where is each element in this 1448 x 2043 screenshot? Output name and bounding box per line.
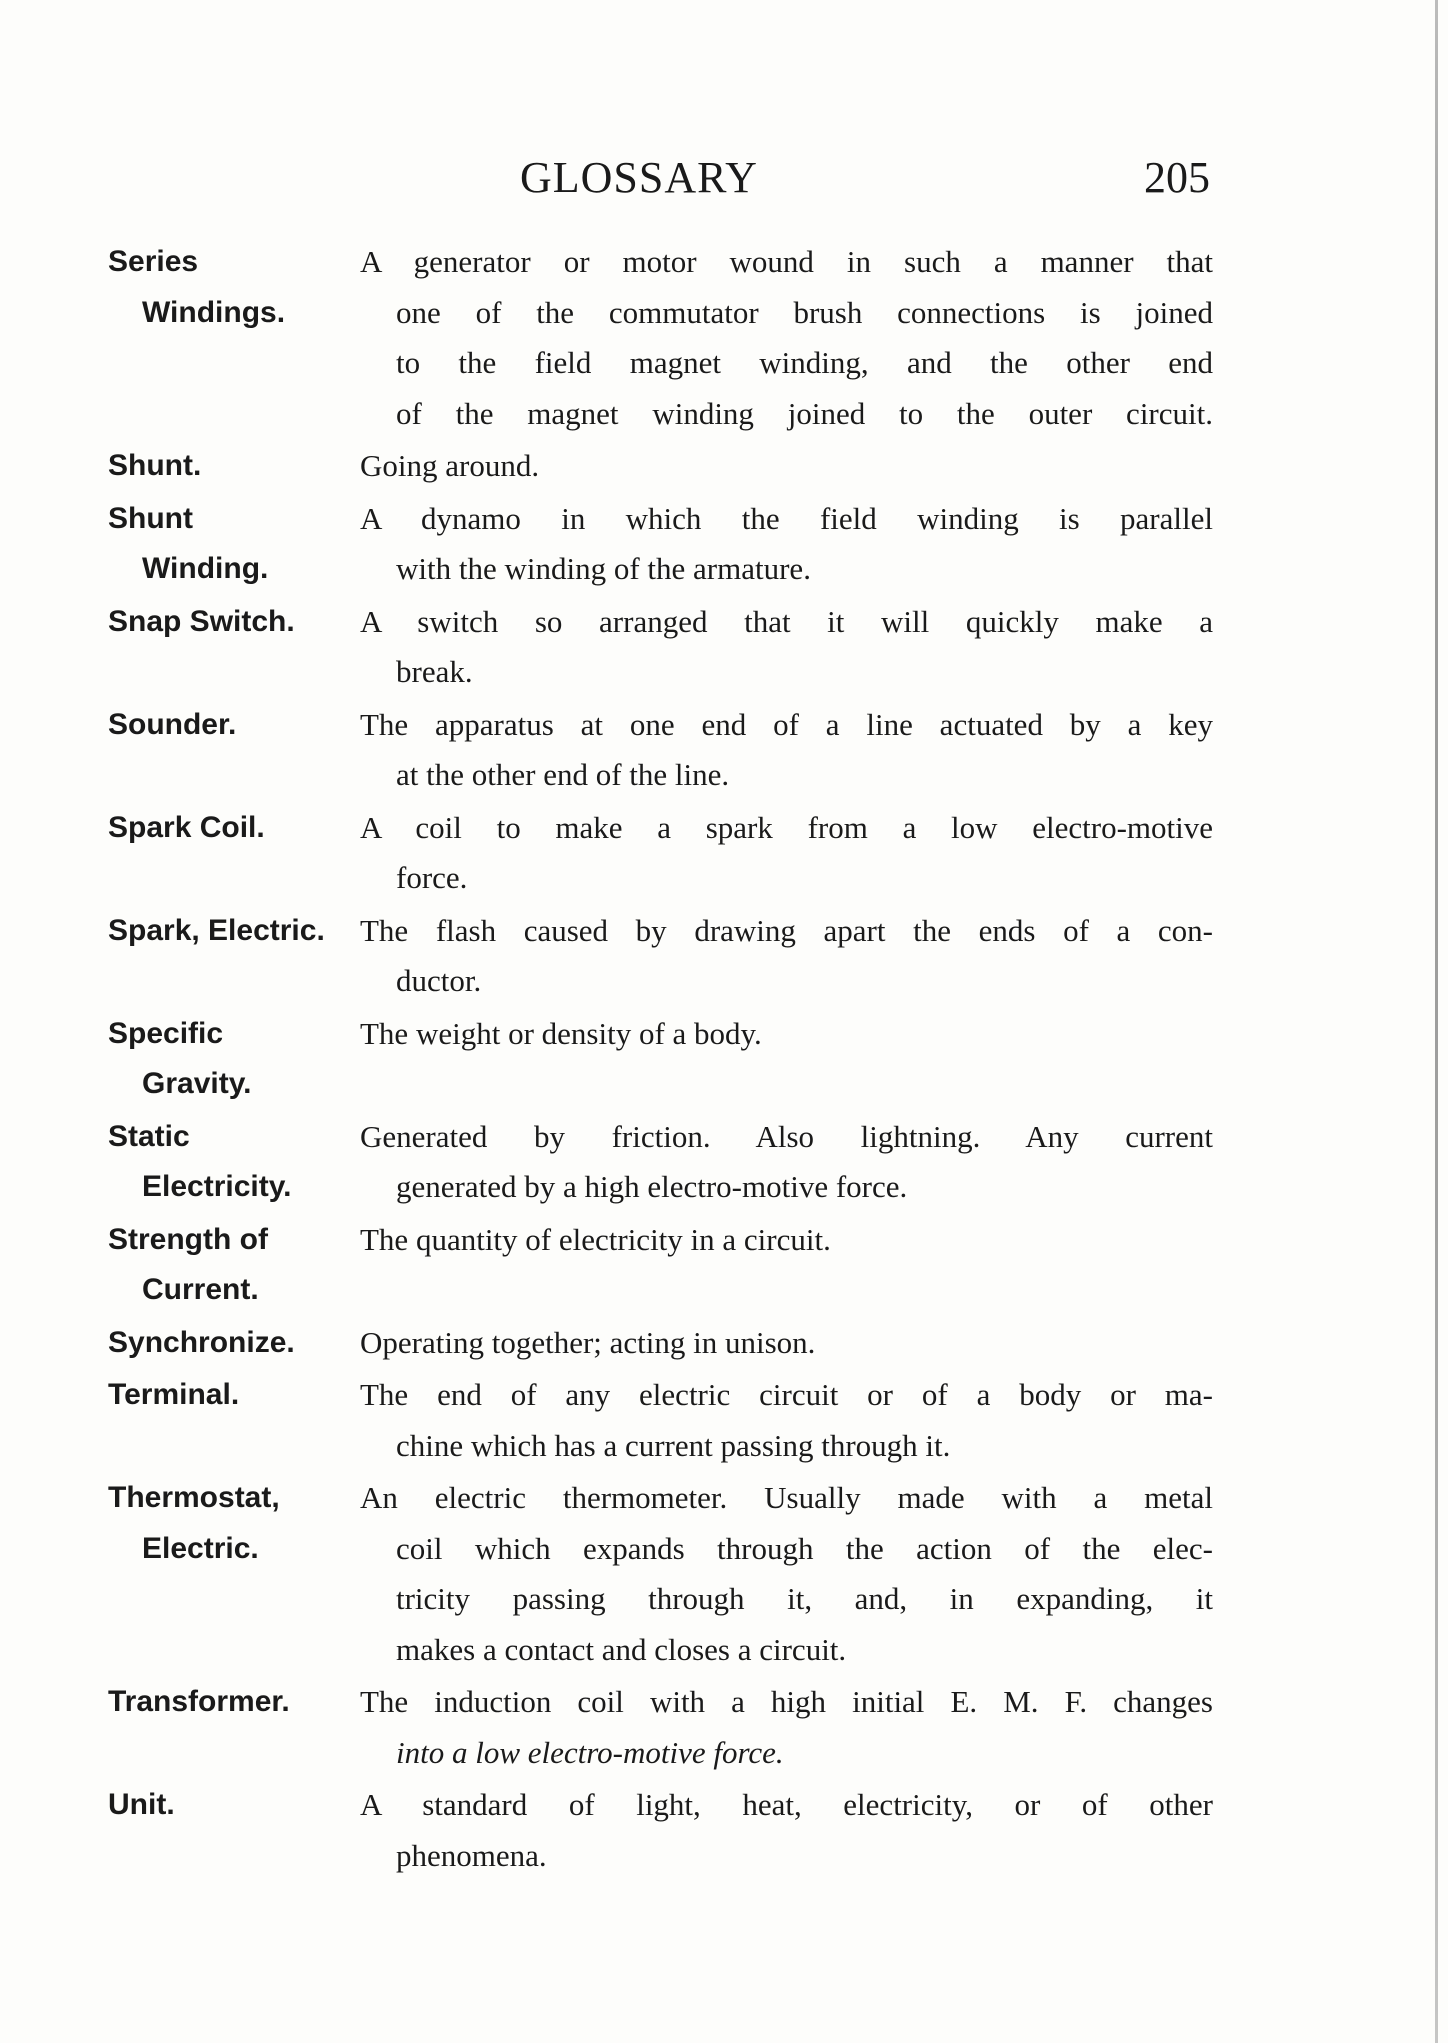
page-header [520, 152, 1210, 204]
entry-definition: The apparatus at one end of a line actuated by a key at the other end of the line. [360, 706, 1213, 792]
entry-term: Thermostat, Electric. [108, 1481, 280, 1565]
page-edge [1435, 0, 1438, 2043]
entry-definition: The weight or density of a body. [360, 1015, 762, 1051]
glossary-entry [108, 597, 1213, 698]
entry-definition: Generated by friction. Also lightning. Any current generated by a high electro-motive force. [360, 1118, 1213, 1204]
entry-term: Series Windings. [108, 245, 286, 329]
entry-definition: An electric thermometer. Usually made with a metal coil which expands through the action of the elec- tricity passing through it, and, in expanding, it makes a contact and closes a circuit. [360, 1480, 1213, 1667]
entry-term: Synchronize. [108, 1325, 295, 1359]
glossary-entry [108, 1780, 1213, 1881]
glossary-entry [108, 803, 1213, 904]
glossary-entry [108, 1677, 1213, 1778]
glossary-entry [108, 700, 1213, 801]
entry-term: Shunt. [108, 449, 202, 482]
entry-term: Specific Gravity. [108, 1016, 252, 1100]
page-title: GLOSSARY [520, 153, 758, 202]
entry-definition: A standard of light, heat, electricity, or of other phenomena. [360, 1787, 1213, 1873]
entry-definition: A coil to make a spark from a low electro-motive force. [360, 809, 1213, 895]
glossary-entry [108, 1215, 1213, 1316]
entry-definition: The quantity of electricity in a circuit. [360, 1221, 831, 1257]
entry-definition: Going around. [360, 448, 540, 483]
entry-definition: Operating together; acting in unison. [360, 1324, 816, 1360]
glossary-entry [108, 1318, 1213, 1369]
entry-definition: The induction coil with a high initial E. M. F. changes into a low electro-motive force. [360, 1684, 1213, 1770]
glossary-entry [108, 237, 1213, 439]
entry-definition: The flash caused by drawing apart the ends of a con- ductor. [360, 912, 1213, 998]
entry-term: Spark, Electric. [108, 913, 325, 947]
glossary-entry [108, 1009, 1213, 1110]
entry-term: Strength of Current. [108, 1222, 268, 1306]
entry-definition: The end of any electric circuit or of a body or ma- chine which has a current passing through it. [360, 1377, 1213, 1463]
entry-term: Snap Switch. [108, 604, 295, 638]
entry-term: Terminal. [108, 1378, 240, 1411]
glossary-entry [108, 441, 1213, 492]
glossary-entry [108, 1370, 1213, 1471]
entry-term: Transformer. [108, 1685, 290, 1718]
entry-definition: A dynamo in which the field winding is parallel with the winding of the armature. [360, 500, 1213, 586]
glossary-entry [108, 494, 1213, 595]
entry-definition: A generator or motor wound in such a manner that one of the commutator brush connections is joined to the field magnet winding, and the other end of the magnet winding joined to the outer circuit. [360, 244, 1213, 431]
entry-term: Unit. [108, 1788, 175, 1821]
page-number: 205 [1144, 153, 1210, 202]
glossary-entry [108, 906, 1213, 1007]
glossary-entry [108, 1112, 1213, 1213]
entry-term: Static Electricity. [108, 1119, 292, 1203]
glossary-list [108, 237, 1213, 1883]
glossary-entry [108, 1473, 1213, 1675]
entry-term: Shunt Winding. [108, 501, 269, 585]
entry-term: Sounder. [108, 707, 237, 741]
entry-definition: A switch so arranged that it will quickly make a break. [360, 603, 1213, 689]
entry-term: Spark Coil. [108, 810, 265, 844]
